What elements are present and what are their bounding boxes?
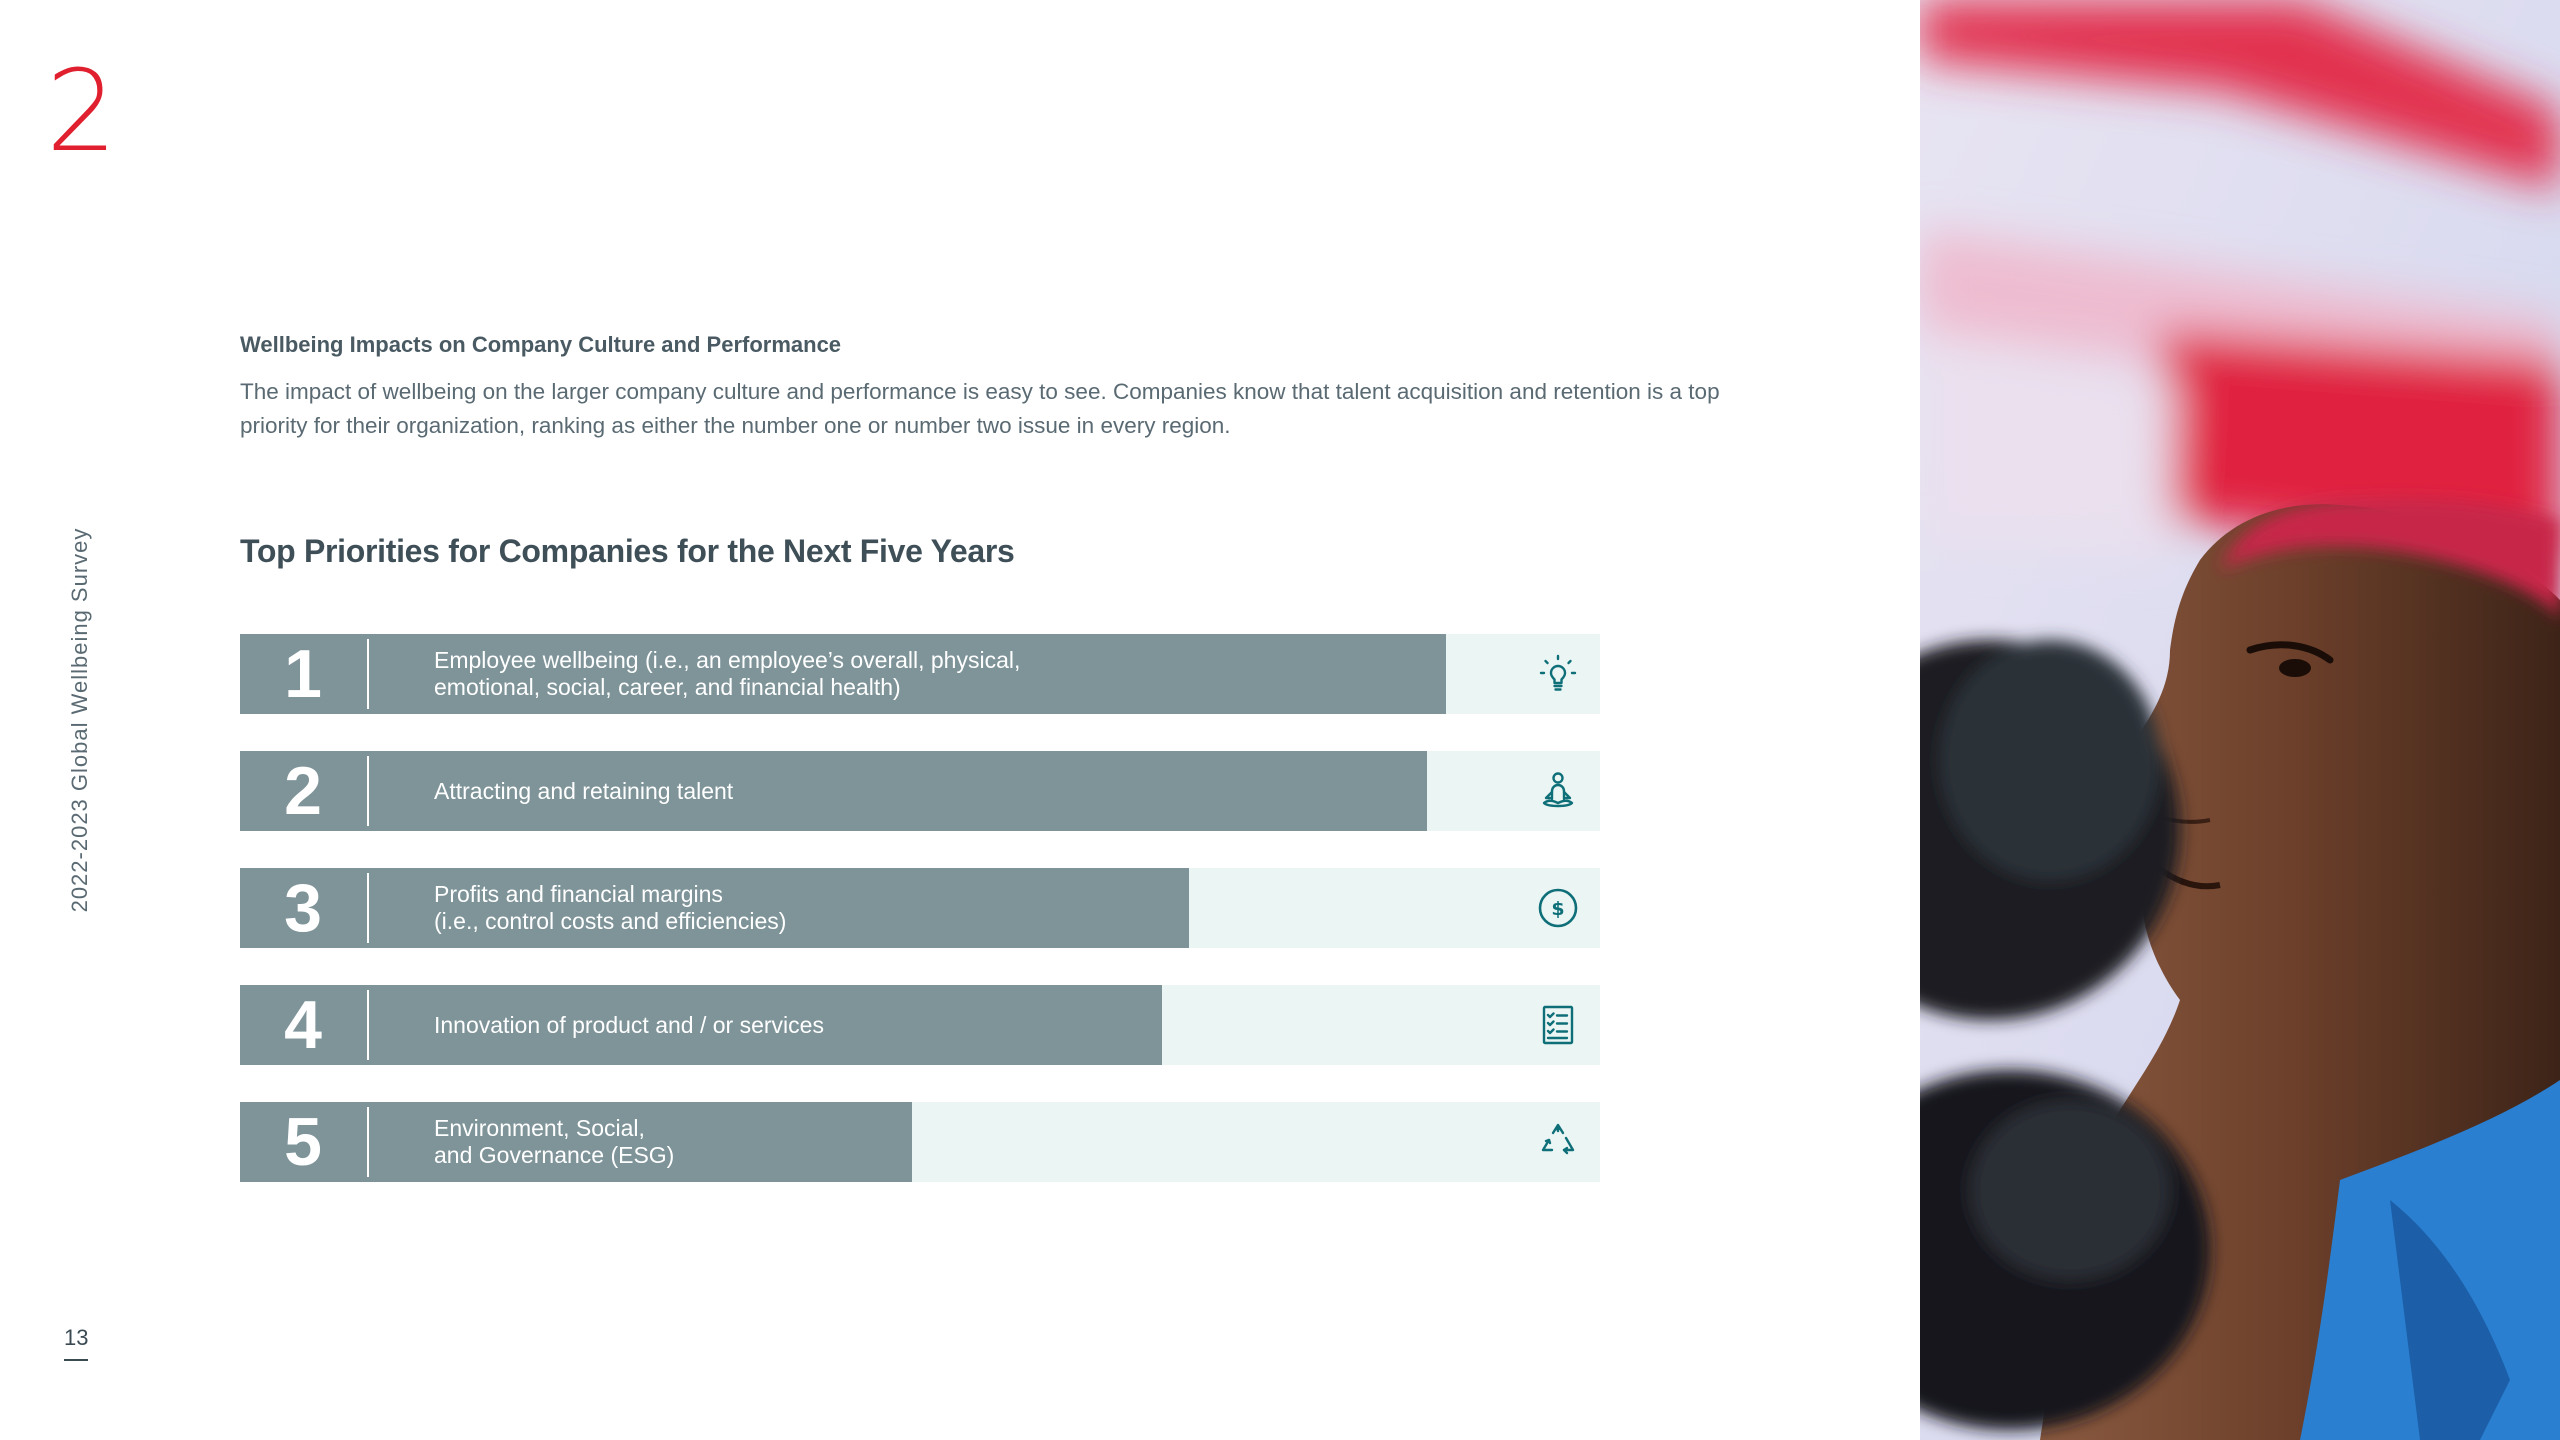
priority-rank: 5 [284,1104,322,1180]
svg-text:$: $ [1551,898,1565,920]
rank-divider [367,756,369,826]
rank-divider [367,1107,369,1177]
priority-label-line: Environment, Social, [434,1115,645,1141]
priority-bar [240,751,1427,831]
priority-label-line: Attracting and retaining talent [434,777,734,804]
rank-divider [367,873,369,943]
priority-label [434,868,786,948]
priority-label-line: (i.e., control costs and efficiencies) [434,908,787,934]
page-number: 13 [64,1325,88,1361]
priority-label-line: and Governance (ESG) [434,1142,675,1168]
priority-list [240,634,1600,1219]
meditation-person-icon [1536,769,1580,813]
priority-label [434,634,1020,714]
priority-label-line: Profits and financial margins [434,881,723,907]
rank-divider [367,639,369,709]
section-subhead: Wellbeing Impacts on Company Culture and Performance [240,332,842,357]
lightbulb-icon [1536,652,1580,696]
hero-photo-boxer [1920,0,2560,1440]
priority-row [240,751,1600,831]
priority-rank: 3 [284,870,322,946]
priority-label-line: Innovation of product and / or services [434,1011,824,1038]
priority-rank: 4 [284,987,322,1063]
priority-rank: 1 [284,636,322,712]
dollar-coin-icon [1536,886,1580,930]
intro-paragraph: The impact of wellbeing on the larger company culture and performance is easy to see. Companies know that talent acquisition and retention is a top priority for their organization, ranking as either the number one or number two issue in every region. [240,379,1720,438]
priority-label [434,1102,674,1182]
priority-row [240,1102,1600,1182]
recycle-icon [1536,1120,1580,1164]
priority-label [434,751,733,831]
document-side-title: 2022-2023 Global Wellbeing Survey [67,527,92,913]
priority-rank: 2 [284,753,322,829]
rank-divider [367,990,369,1060]
priority-label-line: emotional, social, career, and financial health) [434,674,901,700]
priority-row [240,868,1600,948]
priority-label-line: Employee wellbeing (i.e., an employee’s overall, physical, [434,647,1021,673]
checklist-icon [1536,1003,1580,1047]
priority-label [434,985,824,1065]
priority-row [240,634,1600,714]
section-number: 2 [46,47,118,177]
priority-row [240,985,1600,1065]
chart-title: Top Priorities for Companies for the Next Five Years [240,533,1015,569]
